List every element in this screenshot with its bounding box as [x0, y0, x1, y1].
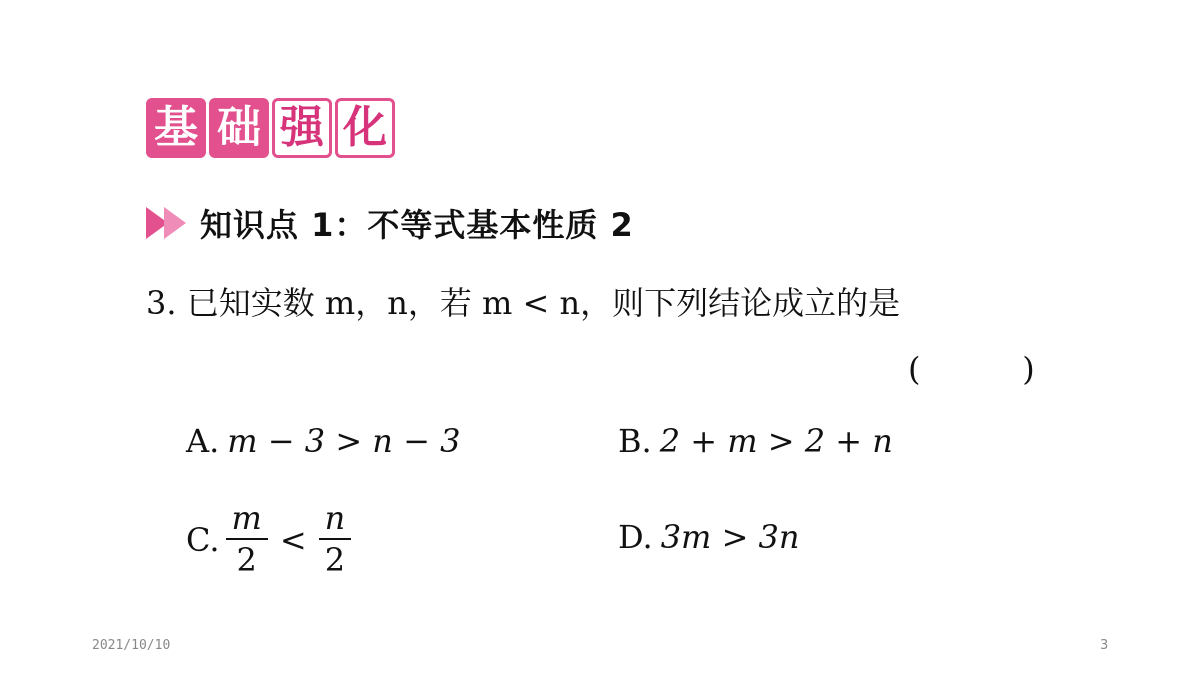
knowledge-point-heading: [146, 200, 634, 246]
badge-char-4: 化: [335, 98, 395, 158]
question-text: 3. 已知实数 m，n，若 m < n，则下列结论成立的是: [146, 284, 901, 322]
page-number: 3: [1100, 638, 1109, 653]
fraction-right-numerator: n: [319, 502, 352, 540]
footer-date: 2021/10/10: [92, 638, 171, 653]
option-a-label: A.: [186, 422, 220, 460]
option-a: [186, 422, 460, 460]
option-b-expr: 2 + m > 2 + n: [659, 422, 893, 460]
badge-char-3: 强: [272, 98, 332, 158]
section-title: 知识点 1：不等式基本性质 2: [200, 206, 634, 244]
fraction-right-denominator: 2: [324, 540, 346, 579]
option-b-label: B.: [618, 422, 652, 460]
option-a-expr: m − 3 > n − 3: [227, 422, 461, 460]
fraction-left-denominator: 2: [236, 540, 257, 579]
fraction-left-numerator: m: [226, 502, 268, 540]
section-badge: [146, 98, 395, 158]
badge-char-1: 基: [146, 98, 206, 158]
option-d-label: D.: [618, 518, 653, 556]
fraction-right: [319, 499, 352, 579]
option-c-label: C.: [186, 520, 220, 559]
answer-bracket: ( ): [908, 350, 1035, 388]
less-than-sign: <: [279, 520, 307, 559]
option-d-expr: 3m > 3n: [660, 518, 800, 556]
badge-char-2: 础: [209, 98, 269, 158]
option-c: [186, 499, 357, 579]
option-d: [618, 518, 800, 556]
double-arrow-icon: [146, 203, 200, 243]
fraction-left: [226, 499, 268, 579]
option-b: [618, 422, 893, 460]
